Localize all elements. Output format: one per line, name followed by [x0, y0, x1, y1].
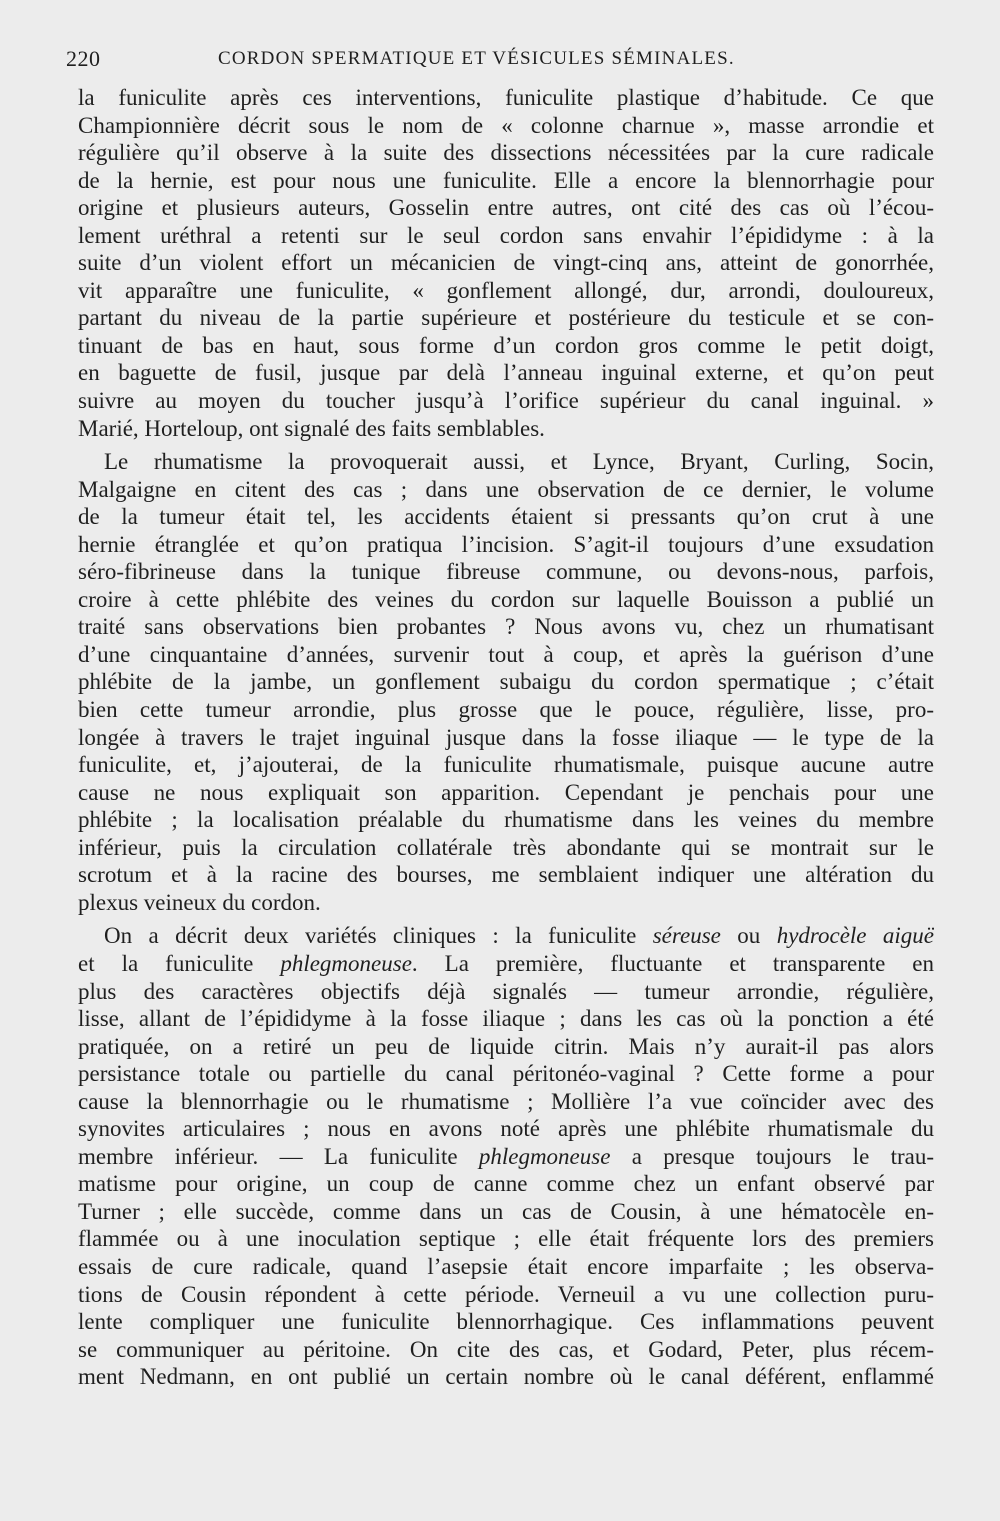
text-line: matisme pour origine, un coup de canne comme chez un enfant observé par — [78, 1171, 934, 1197]
text-line: lisse, allant de l’épididyme à la fosse iliaque ; dans les cas où la ponction a été — [78, 1006, 934, 1032]
text-line: scrotum et à la racine des bourses, me semblaient indiquer une altération du — [78, 862, 934, 888]
text-line: flammée ou à une inoculation septique ; elle était fréquente lors des premiers — [78, 1226, 934, 1252]
text-line: croire à cette phlébite des veines du cordon sur laquelle Bouisson a publié un — [78, 586, 934, 612]
text-line: d’une cinquantaine d’années, survenir tout à coup, et après la guérison d’une — [78, 641, 934, 667]
text-line: plexus veineux du cordon. — [78, 889, 321, 915]
paragraph — [78, 922, 934, 1390]
text-line: phlébite ; la localisation préalable du rhumatisme dans les veines du membre — [78, 807, 934, 833]
text-line: la funiculite après ces interventions, funiculite plastique d’habitude. Ce que — [78, 85, 934, 110]
text-line: lente compliquer une funiculite blennorrhagique. Ces inflammations peuvent — [78, 1309, 934, 1335]
page-header — [66, 46, 936, 76]
body-text — [78, 84, 934, 1391]
text-line: Championnière décrit sous le nom de « colonne charnue », masse arrondie et — [78, 112, 934, 138]
text-line: hernie étranglée et qu’on pratiqua l’incision. S’agit-il toujours d’une exsudation — [78, 531, 934, 557]
text-line: Malgaigne en citent des cas ; dans une observation de ce dernier, le volume — [78, 476, 934, 502]
text-line: plus des caractères objectifs déjà signalés — tumeur arrondie, régulière, — [78, 978, 934, 1004]
running-title: CORDON SPERMATIQUE ET VÉSICULES SÉMINALES. — [218, 48, 735, 69]
text-line: cause ne nous expliquait son apparition. Cependant je penchais pour une — [78, 779, 934, 805]
text-line: de la tumeur était tel, les accidents étaient si pressants qu’on crut à une — [78, 504, 934, 530]
text-line: phlébite de la jambe, un gonflement subaigu du cordon spermatique ; c’était — [78, 669, 934, 695]
text-line: On a décrit deux variétés cliniques : la funiculite séreuse ou hydrocèle aiguë — [104, 923, 934, 949]
text-line: Turner ; elle succède, comme dans un cas de Cousin, à une hématocèle en- — [78, 1198, 934, 1224]
text-line: régulière qu’il observe à la suite des dissections nécessitées par la cure radicale — [78, 140, 934, 166]
text-line: suite d’un violent effort un mécanicien de vingt-cinq ans, atteint de gonorrhée, — [78, 250, 934, 276]
text-line: essais de cure radicale, quand l’asepsie était encore imparfaite ; les observa- — [78, 1253, 934, 1279]
text-line: vit apparaître une funiculite, « gonflement allongé, dur, arrondi, douloureux, — [78, 277, 934, 303]
text-line: Le rhumatisme la provoquerait aussi, et Lynce, Bryant, Curling, Socin, — [104, 449, 934, 475]
text-line: origine et plusieurs auteurs, Gosselin entre autres, ont cité des cas où l’écou- — [78, 195, 934, 221]
page-number: 220 — [66, 46, 101, 71]
text-line: membre inférieur. — La funiculite phlegmoneuse a presque toujours le trau- — [78, 1143, 934, 1169]
text-line: funiculite, et, j’ajouterai, de la funiculite rhumatismale, puisque aucune autre — [78, 752, 934, 778]
text-line: et la funiculite phlegmoneuse. La première, fluctuante et transparente en — [78, 950, 934, 976]
text-line: bien cette tumeur arrondie, plus grosse que le pouce, régulière, lisse, pro- — [78, 697, 934, 723]
text-line: se communiquer au péritoine. On cite des cas, et Godard, Peter, plus récem- — [78, 1336, 934, 1362]
text-line: tinuant de bas en haut, sous forme d’un cordon gros comme le petit doigt, — [78, 332, 934, 358]
paragraph — [78, 448, 934, 916]
text-line: séro-fibrineuse dans la tunique fibreuse commune, ou devons-nous, parfois, — [78, 559, 934, 585]
text-line: inférieur, puis la circulation collatérale très abondante qui se montrait sur le — [78, 834, 934, 860]
text-line: suivre au moyen du toucher jusqu’à l’orifice supérieur du canal inguinal. » — [78, 388, 934, 414]
text-line: Marié, Horteloup, ont signalé des faits semblables. — [78, 415, 545, 441]
text-line: traité sans observations bien probantes ? Nous avons vu, chez un rhumatisant — [78, 614, 934, 640]
text-line: en baguette de fusil, jusque par delà l’anneau inguinal externe, et qu’on peut — [78, 360, 934, 386]
text-line: de la hernie, est pour nous une funiculite. Elle a encore la blennorrhagie pour — [78, 167, 934, 193]
text-line: pratiquée, on a retiré un peu de liquide citrin. Mais n’y aurait-il pas alors — [78, 1033, 934, 1059]
paragraph — [78, 84, 934, 442]
text-line: cause la blennorrhagie ou le rhumatisme ; Mollière l’a vue coïncider avec des — [78, 1088, 934, 1114]
text-line: persistance totale ou partielle du canal péritonéo-vaginal ? Cette forme a pour — [78, 1061, 934, 1087]
text-line: tions de Cousin répondent à cette période. Verneuil a vu une collection puru- — [78, 1281, 934, 1307]
text-line: partant du niveau de la partie supérieure et postérieure du testicule et se con- — [78, 305, 934, 331]
text-line: longée à travers le trajet inguinal jusque dans la fosse iliaque — le type de la — [78, 724, 934, 750]
text-line: lement uréthral a retenti sur le seul cordon sans envahir l’épididyme : à la — [78, 222, 934, 248]
text-line: ment Nedmann, en ont publié un certain nombre où le canal déférent, enflammé — [78, 1364, 934, 1390]
text-line: synovites articulaires ; nous en avons noté après une phlébite rhumatismale du — [78, 1116, 934, 1142]
